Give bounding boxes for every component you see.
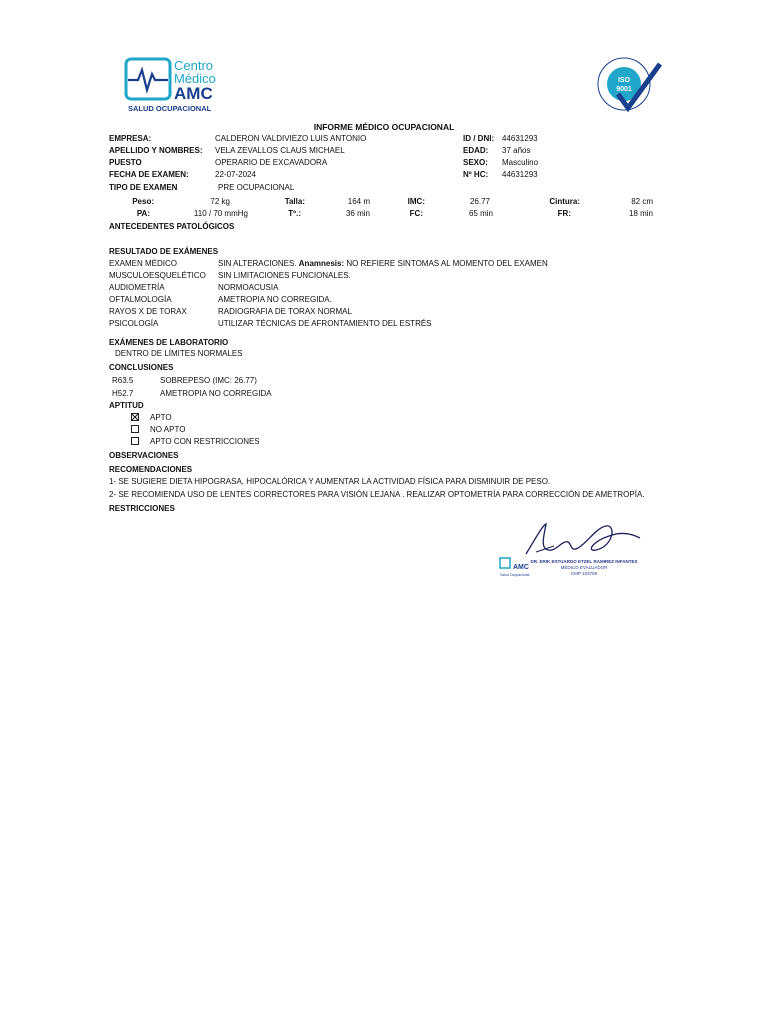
temp-label: Tº.:	[288, 209, 301, 218]
fr-label: FR:	[557, 209, 571, 218]
conclusion-code: R63.5	[112, 376, 134, 385]
resultados-heading: RESULTADO DE EXÁMENES	[109, 247, 219, 256]
sexo-value: Masculino	[502, 158, 539, 167]
talla-value: 164 m	[347, 197, 370, 206]
apto-con-restricciones-label: APTO CON RESTRICCIONES	[150, 437, 260, 446]
talla-label: Talla:	[284, 197, 305, 206]
peso-value: 72 kg	[210, 197, 230, 206]
svg-text:ISO: ISO	[617, 77, 631, 84]
imc-value: 26.77	[469, 197, 490, 206]
resultado-value: RADIOGRAFIA DE TORAX NORMAL	[218, 307, 352, 316]
puesto-value: OPERARIO DE EXCAVADORA	[215, 158, 328, 167]
anamnesis-label: Anamnesis:	[298, 259, 345, 268]
fecha-label: FECHA DE EXAMEN:	[109, 170, 189, 179]
resultado-value: SIN LIMITACIONES FUNCIONALES.	[218, 271, 351, 280]
conclusiones-heading: CONCLUSIONES	[109, 363, 174, 372]
resultado-label: RAYOS X DE TORAX	[109, 307, 187, 316]
conclusion-code: H52.7	[112, 389, 134, 398]
anamnesis-value: NO REFIERE SINTOMAS AL MOMENTO DEL EXAMEN	[346, 259, 548, 268]
conclusion-text: SOBREPESO (IMC: 26.77)	[160, 376, 257, 385]
svg-text:MÉDICO EVALUADOR: MÉDICO EVALUADOR	[560, 565, 608, 570]
nombre-value: VELA ZEVALLOS CLAUS MICHAEL	[215, 146, 345, 155]
apto-con-restricciones-checkbox[interactable]	[131, 437, 139, 445]
svg-text:CMP 103759: CMP 103759	[570, 571, 598, 576]
nombre-label: APELLIDO Y NOMBRES:	[109, 146, 203, 155]
hc-value: 44631293	[502, 170, 538, 179]
aptitud-heading: APTITUD	[109, 401, 144, 410]
no-apto-checkbox[interactable]	[131, 425, 139, 433]
fecha-value: 22-07-2024	[215, 170, 256, 179]
temp-value: 36 min	[345, 209, 370, 218]
resultado-value: NORMOACUSIA	[218, 283, 279, 292]
recomendacion-item: 1- SE SUGIERE DIETA HIPOGRASA, HIPOCALÓRICA Y AUMENTAR LA ACTIVIDAD FÍSICA PARA DISMINUIR DE PESO.	[109, 477, 551, 486]
cintura-value: 82 cm	[631, 197, 653, 206]
fr-value: 18 min	[628, 209, 653, 218]
laboratorio-value: DENTRO DE LÍMITES NORMALES	[115, 349, 243, 358]
resultado-label: EXAMEN MÉDICO	[109, 259, 178, 268]
tipo-label: TIPO DE EXAMEN	[109, 183, 178, 192]
imc-label: IMC:	[407, 197, 425, 206]
edad-label: EDAD:	[463, 146, 489, 155]
sexo-label: SEXO:	[463, 158, 488, 167]
resultado-value: AMETROPIA NO CORREGIDA.	[218, 295, 332, 304]
antecedentes-heading: ANTECEDENTES PATOLÓGICOS	[109, 222, 235, 231]
svg-text:Salud Ocupacional: Salud Ocupacional	[500, 573, 530, 577]
recomendaciones-heading: RECOMENDACIONES	[109, 465, 193, 474]
cintura-label: Cintura:	[549, 197, 580, 206]
fc-label: FC:	[409, 209, 423, 218]
fc-value: 65 min	[468, 209, 493, 218]
tipo-value: PRE OCUPACIONAL	[218, 183, 295, 192]
edad-value: 37 años	[502, 146, 531, 155]
puesto-label: PUESTO	[109, 158, 142, 167]
resultado-value-text: SIN ALTERACIONES.	[218, 259, 297, 268]
resultado-label: OFTALMOLOGÍA	[109, 295, 172, 304]
apto-checkbox[interactable]	[131, 413, 139, 421]
restricciones-heading: RESTRICCIONES	[109, 504, 175, 513]
dni-value: 44631293	[502, 134, 538, 143]
resultado-value: UTILIZAR TÉCNICAS DE AFRONTAMIENTO DEL ESTRÉS	[218, 319, 432, 328]
empresa-label: EMPRESA:	[109, 134, 152, 143]
centro-medico-amc-logo	[124, 56, 234, 114]
no-apto-label: NO APTO	[150, 425, 186, 434]
svg-text:DR. ERIK ESTUARDO ETZEL RAMIRE: DR. ERIK ESTUARDO ETZEL RAMIREZ INFANTES	[530, 559, 638, 564]
apto-label: APTO	[150, 413, 172, 422]
svg-text:9001: 9001	[616, 86, 632, 93]
conclusion-text: AMETROPIA NO CORREGIDA	[160, 389, 272, 398]
page-title: INFORME MÉDICO OCUPACIONAL	[313, 122, 455, 132]
svg-text:AMC: AMC	[513, 564, 529, 571]
resultado-value	[218, 259, 548, 268]
iso-9001-badge	[588, 52, 662, 112]
dni-label: ID / DNI:	[463, 134, 495, 143]
resultado-label: PSICOLOGÍA	[109, 319, 159, 328]
empresa-value: CALDERON VALDIVIEZO LUIS ANTONIO	[215, 134, 367, 143]
resultado-label: MUSCULOESQUELÉTICO	[109, 271, 206, 280]
svg-text:Centro: Centro	[174, 58, 214, 73]
svg-text:SALUD OCUPACIONAL: SALUD OCUPACIONAL	[128, 104, 212, 113]
recomendacion-item: 2- SE RECOMIENDA USO DE LENTES CORRECTORES PARA VISIÓN LEJANA . REALIZAR OPTOMETRÍA PARA CORRECCIÓN DE AMETROPÍA.	[109, 490, 645, 499]
resultado-label: AUDIOMETRÍA	[109, 283, 165, 292]
pa-label: PA:	[136, 209, 150, 218]
peso-label: Peso:	[132, 197, 154, 206]
doctor-signature-stamp	[496, 518, 646, 580]
pa-value: 110 / 70 mmHg	[193, 209, 248, 218]
checkmark-x-icon	[132, 414, 138, 420]
svg-text:AMC: AMC	[174, 84, 213, 103]
svg-text:Médico: Médico	[174, 71, 216, 86]
laboratorio-heading: EXÁMENES DE LABORATORIO	[109, 338, 229, 347]
hc-label: Nº HC:	[463, 170, 489, 179]
observaciones-heading: OBSERVACIONES	[109, 451, 179, 460]
